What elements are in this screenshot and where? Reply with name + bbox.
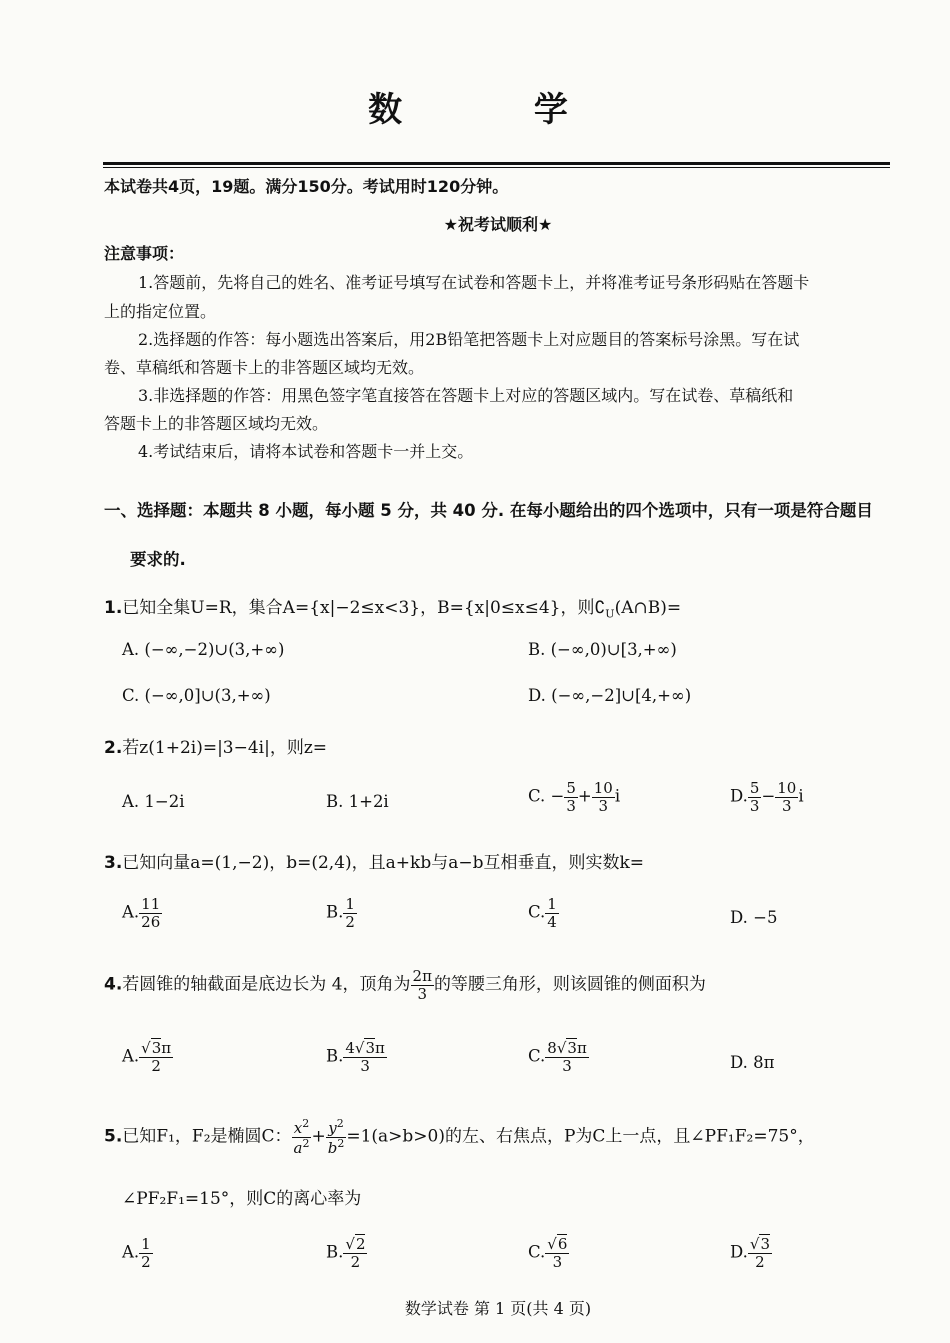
- exam-info: 本试卷共4页，19题。满分150分。考试用时120分钟。: [104, 177, 509, 196]
- notice-line: 2.选择题的作答：每小题选出答案后，用2B铅笔把答题卡上对应题目的答案标号涂黑。写在试: [138, 330, 800, 349]
- numerator: 1: [141, 1235, 151, 1253]
- question-number: 3.: [104, 853, 123, 873]
- denominator: 3: [782, 796, 792, 815]
- numerator: √3: [749, 1235, 770, 1253]
- section-heading: 一、选择题：本题共 8 小题，每小题 5 分，共 40 分. 在每小题给出的四个选项中，只有一项是符合题目: [104, 501, 873, 520]
- fraction: [545, 1040, 589, 1074]
- option-label: B.: [326, 902, 344, 922]
- fraction: [343, 1236, 367, 1270]
- coefficient: 4: [345, 1039, 355, 1057]
- option-a: A. (−∞,−2)∪(3,+∞): [122, 640, 285, 659]
- question-4: [104, 968, 706, 1002]
- question-1: [104, 593, 681, 620]
- imag-unit: i: [614, 786, 621, 806]
- option-label: A.: [122, 1242, 140, 1262]
- option-label: C.: [528, 902, 546, 922]
- fraction: [139, 1040, 173, 1074]
- pi-symbol: π: [375, 1039, 385, 1057]
- question-stem: 已知向量a=(1,−2)，b=(2,4)，且a+kb与a−b互相垂直，则实数k=: [122, 853, 645, 873]
- fraction: [326, 1118, 347, 1156]
- denominator: [292, 1138, 312, 1157]
- numerator: 5: [566, 779, 576, 797]
- option-label: B.: [326, 1046, 344, 1066]
- page-title: 数 学: [368, 90, 628, 130]
- notice-line: 3.非选择题的作答：用黑色签字笔直接答在答题卡上对应的答题区域内。写在试卷、草稿纸和: [138, 386, 794, 405]
- radicand: 3: [760, 1235, 770, 1253]
- question-stem: 已知F₁，F₂是椭圆C：: [122, 1126, 292, 1147]
- header-rule-thin: [103, 167, 890, 168]
- fraction: [545, 1236, 569, 1270]
- good-luck-banner: ★祝考试顺利★: [443, 215, 553, 234]
- denominator: 26: [141, 912, 161, 931]
- question-stem: 若圆锥的轴截面是底边长为 4，顶角为: [122, 974, 411, 995]
- option-label: C.: [528, 1242, 546, 1262]
- option-label: D.: [730, 786, 748, 806]
- denominator: 3: [360, 1056, 370, 1075]
- pi-symbol: π: [576, 1039, 587, 1057]
- option-d: D. 8π: [730, 1053, 775, 1072]
- option-c: [528, 780, 620, 814]
- fraction: [564, 780, 578, 814]
- numerator: 10: [593, 779, 613, 797]
- fraction: [292, 1118, 312, 1156]
- option-a: [122, 896, 162, 930]
- denominator: 3: [749, 796, 760, 815]
- numerator: 2π: [412, 967, 432, 985]
- operator: −: [761, 786, 776, 806]
- option-a: [122, 1040, 173, 1074]
- option-b: [326, 1040, 387, 1074]
- option-b: B. 1+2i: [326, 792, 389, 811]
- option-label: C. −: [528, 786, 565, 806]
- denominator: 2: [141, 1252, 151, 1271]
- numerator: √3π: [141, 1039, 172, 1057]
- question-stem-end: (A∩B)=: [614, 598, 682, 618]
- pi-symbol: π: [161, 1039, 172, 1057]
- option-label: D.: [730, 1242, 748, 1262]
- option-b: [326, 896, 357, 930]
- notice-line: 4.考试结束后，请将本试卷和答题卡一并上交。: [138, 442, 474, 461]
- operator: +: [311, 1126, 326, 1147]
- fraction: [343, 1040, 387, 1074]
- numerator: 10: [777, 779, 797, 797]
- numerator: 4√3π: [345, 1039, 385, 1057]
- numerator: 8√3π: [547, 1039, 587, 1057]
- question-stem-end: =1(a>b>0)的左、右焦点，P为C上一点，且∠PF₁F₂=75°，: [346, 1126, 815, 1147]
- variable: x: [293, 1119, 303, 1137]
- denominator: 3: [566, 796, 576, 815]
- denominator: 4: [547, 912, 557, 931]
- question-stem: 已知全集U=R，集合A={x|−2≤x<3}，B={x|0≤x≤4}，则∁: [122, 598, 606, 618]
- numerator: 11: [141, 895, 161, 913]
- option-label: C.: [528, 1046, 546, 1066]
- denominator: 3: [562, 1056, 572, 1075]
- radicand: 2: [355, 1235, 366, 1253]
- question-5-cont: ∠PF₂F₁=15°，则C的离心率为: [122, 1189, 362, 1209]
- denominator: 3: [417, 984, 427, 1003]
- question-number: 5.: [104, 1126, 123, 1147]
- option-a: A. 1−2i: [122, 792, 185, 811]
- radicand: 6: [557, 1235, 568, 1253]
- option-label: A.: [122, 902, 140, 922]
- option-label: A.: [122, 1046, 140, 1066]
- numerator: 1: [345, 895, 355, 913]
- operator: +: [577, 786, 592, 806]
- radicand: 3: [567, 1039, 577, 1057]
- question-number: 2.: [104, 738, 123, 758]
- question-number: 4.: [104, 974, 123, 995]
- exponent: 2: [302, 1136, 310, 1150]
- fraction: [748, 780, 762, 814]
- denominator: 3: [598, 796, 609, 815]
- exponent: 2: [337, 1136, 345, 1150]
- option-c: [528, 1040, 589, 1074]
- question-5: [104, 1118, 815, 1156]
- notice-line: 答题卡上的非答题区域均无效。: [104, 414, 329, 433]
- variable: a: [293, 1138, 303, 1157]
- numerator: 1: [547, 895, 557, 913]
- fraction: [139, 1236, 153, 1270]
- denominator: 2: [350, 1252, 361, 1271]
- option-c: [528, 896, 559, 930]
- subscript: U: [605, 607, 615, 621]
- radicand: 3: [365, 1039, 376, 1057]
- numerator: √6: [547, 1235, 568, 1253]
- option-label: B.: [326, 1242, 344, 1262]
- exponent: 2: [302, 1117, 310, 1130]
- fraction: [592, 780, 615, 814]
- section-heading-cont: 要求的.: [130, 550, 186, 569]
- option-b: B. (−∞,0)∪[3,+∞): [528, 640, 677, 659]
- question-stem: 若z(1+2i)=|3−4i|，则z=: [122, 738, 328, 758]
- coefficient: 8: [547, 1039, 557, 1057]
- question-stem-end: 的等腰三角形，则该圆锥的侧面积为: [433, 974, 706, 995]
- denominator: 3: [552, 1252, 563, 1271]
- option-a: [122, 1236, 153, 1270]
- option-d: [730, 780, 804, 814]
- numerator: [326, 1118, 347, 1138]
- radicand: 3: [151, 1039, 162, 1057]
- option-d: D. −5: [730, 908, 778, 927]
- fraction: [343, 896, 357, 930]
- question-number: 1.: [104, 598, 123, 618]
- fraction: [748, 1236, 772, 1270]
- notice-line: 1.答题前，先将自己的姓名、准考证号填写在试卷和答题卡上，并将准考证号条形码贴在答题卡: [138, 273, 810, 292]
- numerator: 5: [749, 779, 760, 797]
- fraction: [545, 896, 559, 930]
- denominator: 2: [345, 912, 355, 931]
- notice-line: 上的指定位置。: [104, 302, 217, 321]
- numerator: √2: [345, 1235, 366, 1253]
- page-footer: 数学试卷 第 1 页(共 4 页): [404, 1299, 592, 1318]
- imag-unit: i: [798, 786, 804, 806]
- exponent: 2: [336, 1117, 344, 1130]
- option-d: [730, 1236, 772, 1270]
- header-rule-thick: [103, 162, 890, 165]
- denominator: 2: [755, 1252, 765, 1271]
- notice-heading: 注意事项：: [104, 244, 185, 263]
- option-b: [326, 1236, 367, 1270]
- option-c: [528, 1236, 569, 1270]
- variable: y: [328, 1119, 337, 1137]
- denominator: 2: [151, 1056, 161, 1075]
- question-2: [104, 733, 327, 758]
- option-c: C. (−∞,0]∪(3,+∞): [122, 686, 271, 705]
- numerator: [292, 1118, 312, 1138]
- fraction: [775, 780, 798, 814]
- denominator: [326, 1138, 347, 1157]
- fraction: [139, 896, 162, 930]
- notice-line: 卷、草稿纸和答题卡上的非答题区域均无效。: [104, 358, 425, 377]
- fraction: [411, 968, 434, 1002]
- option-d: D. (−∞,−2]∪[4,+∞): [528, 686, 692, 705]
- variable: b: [327, 1138, 338, 1157]
- question-3: [104, 848, 644, 873]
